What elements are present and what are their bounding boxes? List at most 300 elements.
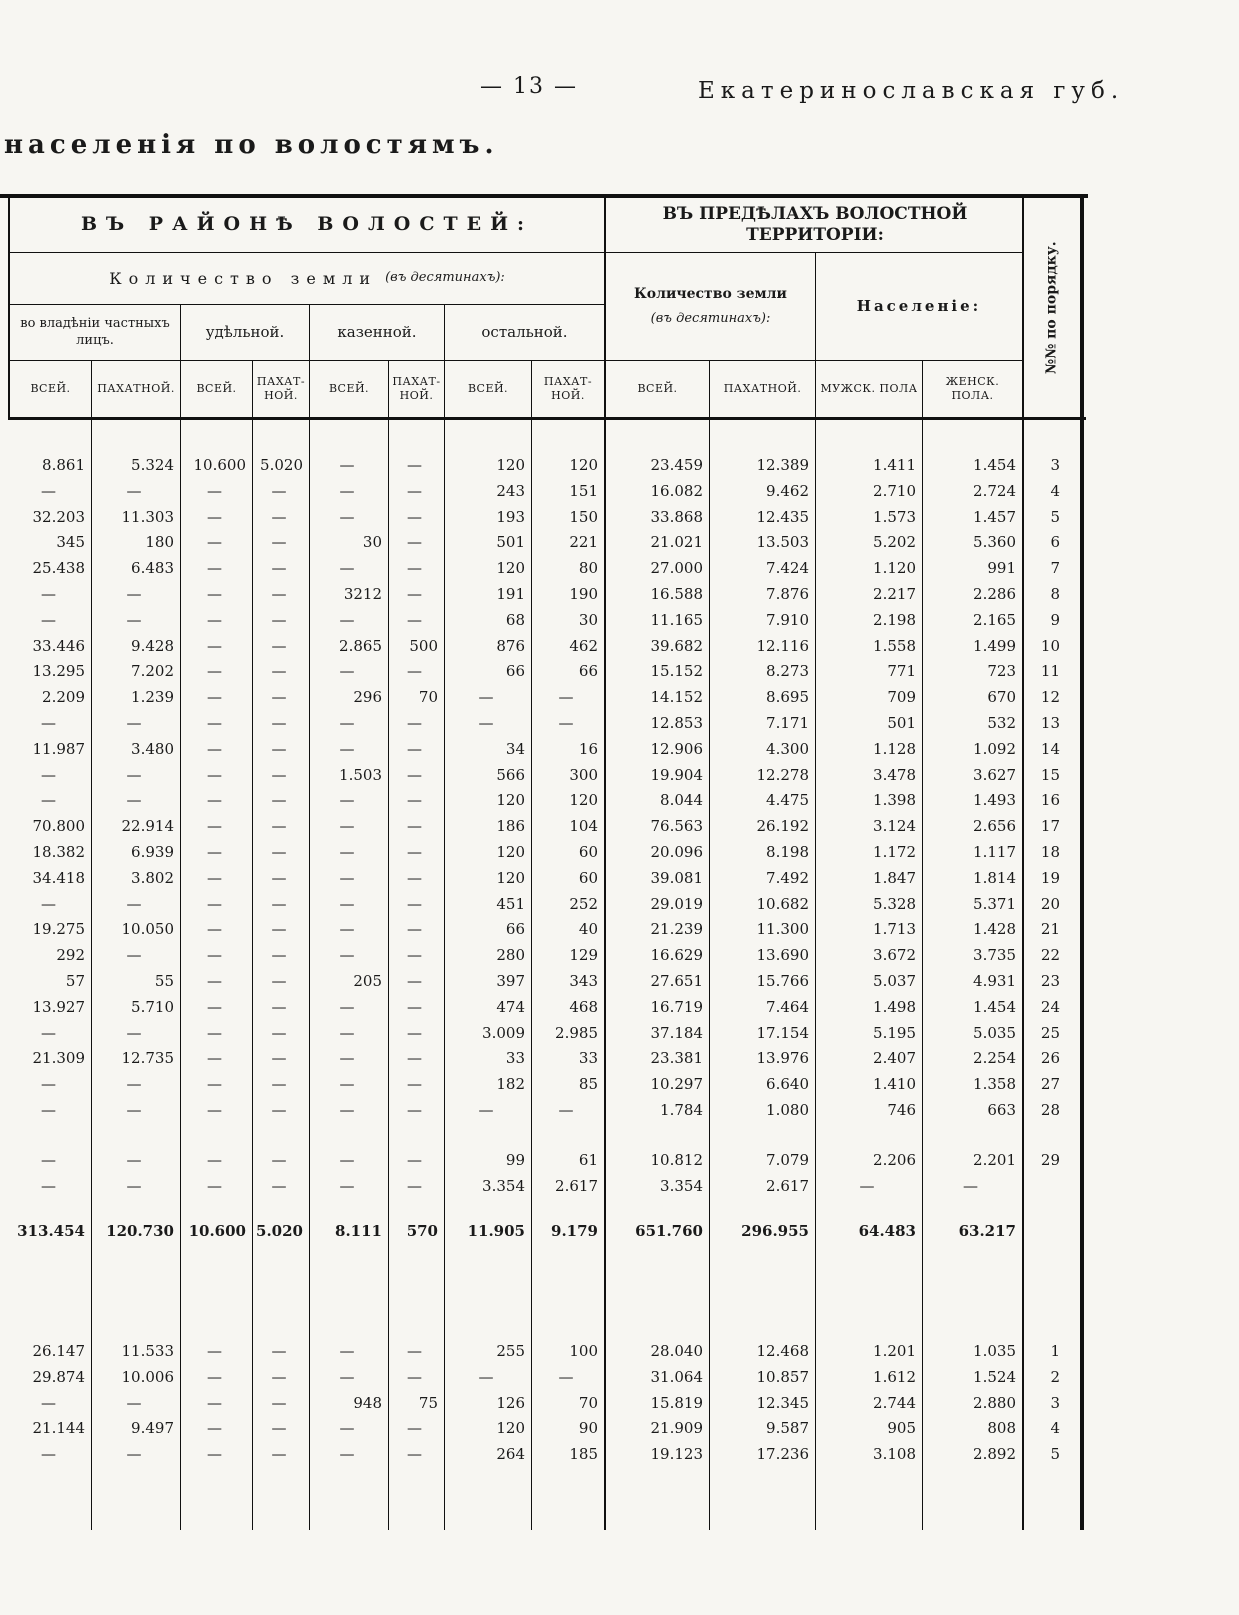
cell-udel-plow: — (271, 688, 287, 707)
cell-pop-female: 2.724 (973, 481, 1016, 500)
col-header-private-plow: ПАХАТНОЙ. (97, 382, 175, 396)
cell-private-plow: — (126, 610, 142, 629)
cell-udel-all: — (207, 1342, 222, 1360)
cell-terr-plow: 10.682 (756, 894, 809, 913)
cell-udel-plow: 5.020 (260, 456, 303, 474)
cell-other-plow: 185 (569, 1445, 598, 1464)
cell-terr-all: 23.459 (650, 456, 703, 474)
cell-terr-plow: 8.695 (766, 688, 809, 707)
cell-pop-male: — (859, 1176, 875, 1195)
cell-udel-plow: — (271, 765, 287, 784)
cell-private-plow: 5.324 (131, 456, 174, 474)
row-number-label: №№ по порядку. (1043, 241, 1060, 374)
cell-terr-all: 11.165 (650, 610, 703, 629)
cell-udel-plow: — (271, 1101, 287, 1119)
cell-pop-male: 3.478 (873, 765, 916, 784)
cell-kazen-plow: — (407, 972, 422, 990)
cell-udel-all: — (207, 714, 222, 732)
cell-terr-plow: 9.587 (766, 1419, 809, 1438)
cell-terr-plow: 7.171 (766, 714, 809, 732)
cell-kazen-plow: — (407, 817, 422, 836)
cell-other-plow: 100 (569, 1342, 598, 1360)
cell-private-plow: 9.497 (131, 1419, 174, 1438)
cell-pop-female: 1.117 (973, 843, 1016, 861)
cell-pop-male: 1.398 (873, 791, 916, 810)
cell-kazen-all: — (339, 1342, 355, 1360)
cell-private-plow: 22.914 (121, 817, 174, 836)
total-udel-all: 10.600 (188, 1222, 246, 1240)
cell-other-all: — (478, 1367, 494, 1386)
cell-private-all: 11.987 (32, 739, 85, 758)
statistics-table (0, 194, 1088, 1530)
cell-udel-all: — (207, 946, 222, 965)
cell-other-plow: 343 (569, 972, 598, 990)
cell-terr-plow: 11.300 (756, 920, 809, 939)
col-header-row-num (1024, 361, 1080, 417)
cell-other-plow: — (558, 1367, 574, 1386)
cell-udel-plow: — (271, 636, 287, 655)
cell-pop-female: — (963, 1176, 978, 1195)
cell-other-plow: 150 (569, 507, 598, 526)
cell-udel-plow: — (271, 739, 287, 758)
cell-udel-all: — (207, 481, 222, 500)
cell-udel-plow: — (271, 533, 287, 552)
cell-terr-plow: 12.468 (756, 1342, 809, 1360)
cell-other-plow: 252 (569, 894, 598, 913)
col-header-kazen-plow: ПАХАТ-НОЙ. (392, 375, 441, 402)
cell-other-all: 34 (505, 739, 525, 758)
total-other-plow: 9.179 (551, 1222, 598, 1240)
cell-kazen-plow: — (407, 1445, 422, 1464)
cell-kazen-all: — (339, 507, 355, 526)
cell-pop-female: 1.454 (973, 456, 1016, 474)
col-header-udel-all: ВСЕЙ. (196, 382, 237, 396)
cell-udel-plow: — (271, 1075, 287, 1094)
cell-terr-plow: 1.080 (766, 1101, 809, 1119)
cell-terr-all: 31.064 (650, 1367, 703, 1386)
cell-kazen-all: — (339, 714, 355, 732)
cell-terr-all: 16.629 (650, 946, 703, 965)
cell-row-num: 9 (1050, 610, 1060, 629)
cell-udel-all: — (207, 1101, 222, 1119)
total-row-num (1026, 1218, 1060, 1244)
land-qty-left-title: Количество земли (109, 268, 378, 288)
cell-other-plow: 40 (578, 920, 598, 939)
cell-pop-male: 3.124 (873, 817, 916, 836)
total-private-all: 313.454 (17, 1222, 85, 1240)
cell-other-all: 566 (496, 765, 525, 784)
cell-kazen-all: — (339, 610, 355, 629)
cell-private-plow: — (126, 1393, 142, 1412)
cell-pop-male: 1.410 (873, 1075, 916, 1094)
cell-terr-all: 21.239 (650, 920, 703, 939)
cell-private-plow: — (126, 1176, 142, 1195)
cell-terr-plow: 12.116 (756, 636, 809, 655)
cell-udel-plow: — (271, 481, 287, 500)
cell-other-all: 120 (496, 791, 525, 810)
total-pop-male: 64.483 (858, 1222, 916, 1240)
cell-kazen-plow: — (407, 765, 422, 784)
cell-udel-plow: — (271, 1151, 287, 1169)
cell-other-plow: 16 (578, 739, 598, 758)
cell-pop-male: 5.037 (873, 972, 916, 990)
cell-other-all: 66 (505, 920, 525, 939)
cell-pop-female: 991 (987, 559, 1016, 578)
cell-udel-plow: — (271, 843, 287, 861)
cell-row-num: 22 (1040, 946, 1060, 965)
cell-private-plow: 11.303 (121, 507, 174, 526)
cell-other-plow: 120 (569, 791, 598, 810)
cell-private-all: 19.275 (32, 920, 85, 939)
cell-other-plow: — (558, 688, 574, 707)
cell-terr-all: 29.019 (650, 894, 703, 913)
cell-kazen-plow: 70 (418, 688, 438, 707)
cell-udel-all: — (207, 533, 222, 552)
cell-udel-all: — (207, 997, 222, 1016)
cell-private-all: 70.800 (32, 817, 85, 836)
cell-other-all: 120 (496, 1419, 525, 1438)
cell-udel-plow: — (271, 791, 287, 810)
cell-private-plow: — (126, 1151, 142, 1169)
cell-kazen-plow: — (407, 585, 422, 603)
rule-s5 (709, 360, 710, 1530)
total-other-all: 11.905 (467, 1222, 525, 1240)
cell-row-num: 29 (1040, 1151, 1060, 1169)
cell-row-num: 8 (1050, 585, 1060, 603)
cell-row-num: 3 (1050, 456, 1060, 474)
cell-pop-female: 1.428 (973, 920, 1016, 939)
cell-terr-plow: 13.503 (756, 533, 809, 552)
cell-private-all: — (41, 791, 56, 810)
cell-udel-plow: — (271, 559, 287, 578)
cell-udel-plow: — (271, 817, 287, 836)
group-left-header: ВЪ РАЙОНѢ ВОЛОСТЕЙ: (80, 213, 534, 236)
col-header-pop-male: МУЖСК. ПОЛА (820, 382, 918, 396)
cell-row-num: 19 (1040, 868, 1060, 887)
cell-pop-female: 1.358 (973, 1075, 1016, 1094)
cell-row-num: 27 (1040, 1075, 1060, 1094)
cell-terr-all: 3.354 (660, 1176, 703, 1195)
cell-udel-all: — (207, 1176, 222, 1195)
cell-other-all: 451 (496, 894, 525, 913)
cell-kazen-all: — (339, 997, 355, 1016)
cell-private-all: 21.309 (32, 1049, 85, 1068)
cell-kazen-all: — (339, 894, 355, 913)
cell-kazen-plow: — (407, 456, 422, 474)
cell-pop-female: 663 (987, 1101, 1016, 1119)
cell-terr-plow: 8.198 (766, 843, 809, 861)
section-title: населенія по волостямъ. (4, 130, 499, 160)
cell-udel-all: — (207, 1445, 222, 1464)
cell-terr-plow: 7.492 (766, 868, 809, 887)
cell-private-all: — (41, 1075, 56, 1094)
cell-pop-male: 771 (887, 662, 916, 681)
cell-pop-male: 2.407 (873, 1049, 916, 1068)
cell-pop-female: 723 (987, 662, 1016, 681)
total-pop-female: 63.217 (958, 1222, 1016, 1240)
cell-terr-all: 16.588 (650, 585, 703, 603)
cell-terr-all: 12.853 (650, 714, 703, 732)
cell-private-plow: 55 (154, 972, 174, 990)
cell-other-all: 3.354 (482, 1176, 525, 1195)
cell-terr-all: 8.044 (660, 791, 703, 810)
cell-row-num: 6 (1050, 533, 1060, 552)
cell-other-plow: 61 (578, 1151, 598, 1169)
cell-kazen-all: — (339, 456, 355, 474)
cell-pop-female: 3.627 (973, 765, 1016, 784)
cell-pop-female: 5.035 (973, 1023, 1016, 1042)
cell-private-plow: — (126, 1075, 142, 1094)
cell-other-plow: 60 (578, 868, 598, 887)
cell-udel-all: — (207, 585, 222, 603)
cell-other-plow: 151 (569, 481, 598, 500)
cell-pop-female: 5.360 (973, 533, 1016, 552)
cell-udel-plow: — (271, 662, 287, 681)
cell-row-num (1026, 1173, 1060, 1199)
cell-private-plow: 12.735 (121, 1049, 174, 1068)
cell-kazen-plow: — (407, 507, 422, 526)
cell-private-all: — (41, 481, 56, 500)
cell-row-num: 13 (1040, 714, 1060, 732)
cell-kazen-plow: 500 (409, 636, 438, 655)
cell-other-plow: 80 (578, 559, 598, 578)
cell-other-all: 501 (496, 533, 525, 552)
cell-kazen-all: — (339, 1075, 355, 1094)
cell-private-plow: 3.480 (131, 739, 174, 758)
cell-private-all: 292 (56, 946, 85, 965)
cell-terr-plow: 7.910 (766, 610, 809, 629)
rule-s6 (815, 360, 816, 1530)
cell-private-all: — (41, 1101, 56, 1119)
cell-kazen-plow: — (407, 1419, 422, 1438)
cell-udel-plow: — (271, 610, 287, 629)
cell-kazen-plow: — (407, 997, 422, 1016)
cell-pop-male: 2.744 (873, 1393, 916, 1412)
cell-terr-plow: 9.462 (766, 481, 809, 500)
cell-row-num: 4 (1050, 481, 1060, 500)
cell-udel-plow: — (271, 997, 287, 1016)
cell-private-plow: 6.939 (131, 843, 174, 861)
cell-udel-all: — (207, 1393, 222, 1412)
col-header-udel-plow: ПАХАТ-НОЙ. (256, 375, 306, 402)
cell-terr-plow: 8.273 (766, 662, 809, 681)
cell-udel-plow: — (271, 714, 287, 732)
cell-udel-plow: — (271, 1023, 287, 1042)
cell-terr-plow: 12.435 (756, 507, 809, 526)
cell-kazen-plow: — (407, 610, 422, 629)
cell-other-plow: 66 (578, 662, 598, 681)
cell-other-all: 191 (496, 585, 525, 603)
cell-kazen-all: — (339, 1023, 355, 1042)
cell-row-num: 24 (1040, 997, 1060, 1016)
cell-private-all: 345 (56, 533, 85, 552)
cell-row-num: 17 (1040, 817, 1060, 836)
page-number: — 13 — (480, 74, 578, 99)
cell-pop-female: 4.931 (973, 972, 1016, 990)
cell-kazen-plow: — (407, 1342, 422, 1360)
cell-private-plow: — (126, 1023, 142, 1042)
cell-terr-all: 14.152 (650, 688, 703, 707)
cell-other-all: 120 (496, 456, 525, 474)
cell-terr-all: 27.000 (650, 559, 703, 578)
cell-other-all: 66 (505, 662, 525, 681)
cell-private-all: 33.446 (32, 636, 85, 655)
cell-terr-all: 1.784 (660, 1101, 703, 1119)
cell-private-all: — (41, 714, 56, 732)
cell-private-all: 21.144 (32, 1419, 85, 1438)
cell-terr-all: 27.651 (650, 972, 703, 990)
cell-terr-plow: 13.976 (756, 1049, 809, 1068)
cell-other-plow: 120 (569, 456, 598, 474)
cell-other-all: 876 (496, 636, 525, 655)
rule-s4 (531, 360, 532, 1530)
cell-pop-male: 1.847 (873, 868, 916, 887)
cell-udel-plow: — (271, 1049, 287, 1068)
cell-udel-plow: — (271, 507, 287, 526)
cell-private-plow: 11.533 (121, 1342, 174, 1360)
rule-c1 (180, 304, 181, 1530)
cat-kazen-header: казенной. (337, 323, 417, 342)
cell-kazen-plow: — (407, 481, 422, 500)
cell-kazen-all: — (339, 920, 355, 939)
cell-kazen-plow: — (407, 1101, 422, 1119)
cell-terr-plow: 7.424 (766, 559, 809, 578)
cell-kazen-all: — (339, 739, 355, 758)
cell-other-all: 33 (505, 1049, 525, 1068)
col-header-other-all: ВСЕЙ. (467, 382, 509, 396)
cell-udel-plow: — (271, 894, 287, 913)
rule-s3 (388, 360, 389, 1530)
cell-kazen-plow: — (407, 1151, 422, 1169)
cell-row-num: 15 (1040, 765, 1060, 784)
cell-terr-all: 15.819 (650, 1393, 703, 1412)
cell-other-all: 186 (496, 817, 525, 836)
cell-other-plow: 104 (569, 817, 598, 836)
cell-udel-plow: — (271, 1342, 287, 1360)
cell-row-num: 2 (1050, 1367, 1060, 1386)
cell-terr-all: 28.040 (650, 1342, 703, 1360)
cell-udel-all: — (207, 920, 222, 939)
cell-udel-all: — (207, 972, 222, 990)
cell-other-all: 120 (496, 559, 525, 578)
cell-private-all: 25.438 (32, 559, 85, 578)
cell-private-plow: — (126, 714, 142, 732)
cell-pop-female: 2.656 (973, 817, 1016, 836)
cell-kazen-plow: — (407, 559, 422, 578)
total-kazen-plow: 570 (406, 1222, 438, 1240)
cell-pop-female: 2.892 (973, 1445, 1016, 1464)
cell-other-plow: 30 (578, 610, 598, 629)
cell-kazen-all: 30 (362, 533, 382, 552)
cell-udel-plow: — (271, 920, 287, 939)
cell-pop-female: 1.454 (973, 997, 1016, 1016)
cell-other-all: 126 (496, 1393, 525, 1412)
cell-udel-plow: — (271, 1393, 287, 1412)
cell-pop-male: 2.710 (873, 481, 916, 500)
cell-kazen-all: — (339, 946, 355, 965)
cell-other-all: — (478, 1101, 494, 1119)
cell-row-num: 1 (1050, 1342, 1060, 1360)
cell-row-num: 23 (1040, 972, 1060, 990)
cell-terr-all: 33.868 (650, 507, 703, 526)
cell-pop-male: 1.558 (873, 636, 916, 655)
cell-row-num: 7 (1050, 559, 1060, 578)
cell-terr-all: 19.904 (650, 765, 703, 784)
cell-kazen-all: — (339, 791, 355, 810)
cell-kazen-all: 205 (353, 972, 382, 990)
cell-other-all: 99 (505, 1151, 525, 1169)
cell-other-plow: 468 (569, 997, 598, 1016)
cell-other-plow: 85 (578, 1075, 598, 1094)
cell-pop-male: 1.128 (873, 739, 916, 758)
cell-private-plow: 9.428 (131, 636, 174, 655)
cell-pop-male: 5.328 (873, 894, 916, 913)
cell-private-all: — (41, 585, 56, 603)
cell-pop-female: 1.814 (973, 868, 1016, 887)
cell-udel-all: — (207, 739, 222, 758)
cell-kazen-all: 2.865 (339, 636, 382, 655)
cell-other-all: 120 (496, 868, 525, 887)
col-header-private-all: ВСЕЙ. (30, 382, 71, 396)
cell-other-plow: 60 (578, 843, 598, 861)
cell-other-all: — (478, 688, 494, 707)
cell-kazen-plow: — (407, 843, 422, 861)
rule-right (1080, 198, 1084, 1530)
cell-kazen-all: — (339, 1101, 355, 1119)
cell-private-all: — (41, 765, 56, 784)
rule-s2 (252, 360, 253, 1530)
cell-kazen-all: — (339, 1151, 355, 1169)
cell-kazen-all: 1.503 (339, 765, 382, 784)
cell-row-num: 18 (1040, 843, 1060, 861)
cell-terr-plow: 7.464 (766, 997, 809, 1016)
cell-pop-male: 746 (887, 1101, 916, 1119)
land-qty-left-header (10, 253, 604, 304)
rule-s1 (91, 360, 92, 1530)
cell-other-all: 397 (496, 972, 525, 990)
cell-pop-male: 1.713 (873, 920, 916, 939)
cell-row-num: 12 (1040, 688, 1060, 707)
cell-other-all: 280 (496, 946, 525, 965)
cell-kazen-plow: — (407, 946, 422, 965)
cell-udel-all: — (207, 843, 222, 861)
cell-private-plow: — (126, 791, 142, 810)
cell-private-plow: 10.006 (121, 1367, 174, 1386)
cell-udel-all: — (207, 894, 222, 913)
cell-row-num: 20 (1040, 894, 1060, 913)
col-header-terr-all: ВСЕЙ. (637, 382, 678, 396)
cell-other-plow: 2.985 (555, 1023, 598, 1042)
cell-private-all: — (41, 1151, 56, 1169)
cell-private-plow: 7.202 (131, 662, 174, 681)
cell-other-plow: 221 (569, 533, 598, 552)
cell-private-all: — (41, 610, 56, 629)
cell-row-num: 16 (1040, 791, 1060, 810)
land-qty-right-header (606, 253, 815, 360)
cell-pop-female: 1.457 (973, 507, 1016, 526)
cell-udel-all: — (207, 688, 222, 707)
total-udel-plow: 5.020 (256, 1222, 303, 1240)
cell-kazen-all: — (339, 559, 355, 578)
cell-terr-all: 12.906 (650, 739, 703, 758)
cell-kazen-plow: — (407, 1367, 422, 1386)
cell-private-plow: 6.483 (131, 559, 174, 578)
cell-other-plow: 70 (578, 1393, 598, 1412)
cell-private-plow: — (126, 894, 142, 913)
cell-kazen-all: 948 (353, 1393, 382, 1412)
cell-kazen-plow: — (407, 894, 422, 913)
cell-private-plow: — (126, 1445, 142, 1464)
